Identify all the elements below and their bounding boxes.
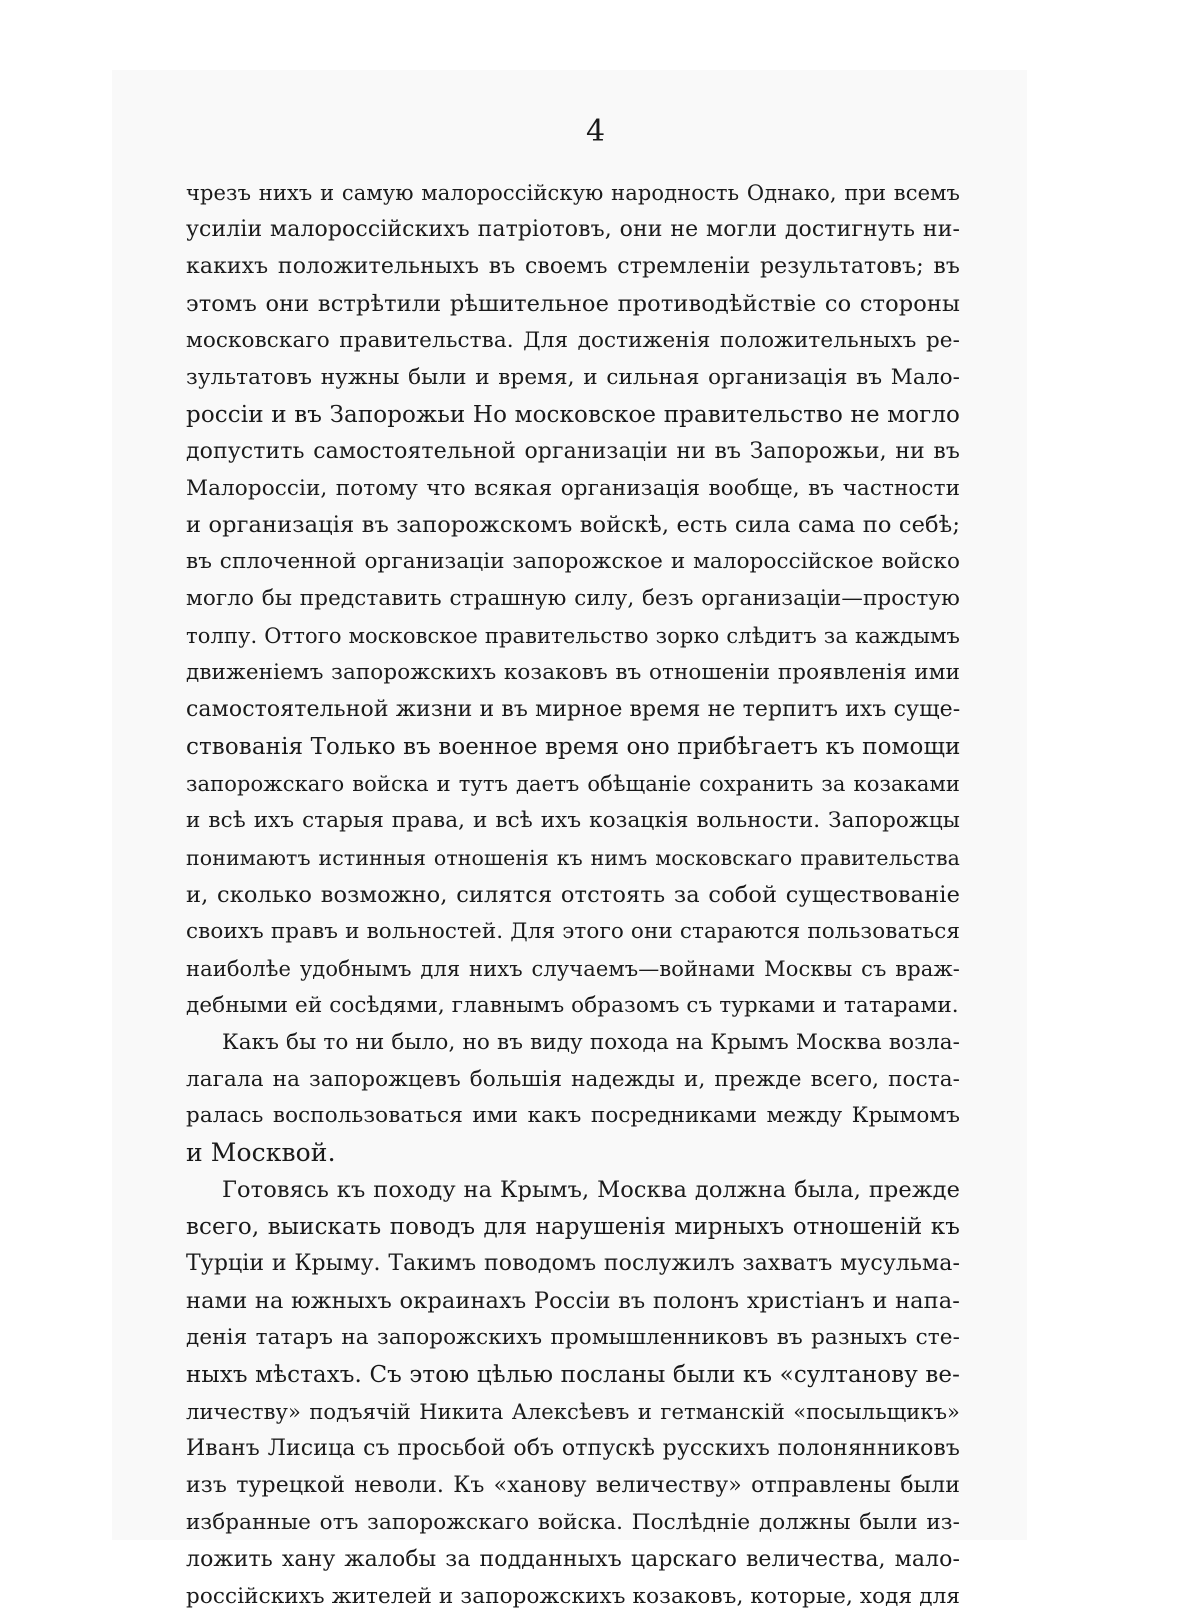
text-line: движеніемъ запорожскихъ козаковъ въ отношеніи проявленія ими [186,660,960,686]
text-line: Иванъ Лисица съ просьбой объ отпускѣ русскихъ полонянниковъ [186,1435,960,1461]
text-line: Малороссіи, потому что всякая организація вообще, въ частности [186,475,960,501]
text-line: всего, выискать поводъ для нарушенія мирныхъ отношеній къ [186,1214,960,1241]
text-line: самостоятельной жизни и въ мирное время не терпитъ ихъ суще- [186,697,961,723]
text-line: лагала на запорожцевъ большія надежды и, прежде всего, поста- [186,1066,960,1092]
text-line: Готовясь къ походу на Крымъ, Москва должна была, прежде [222,1177,960,1204]
text-line: и организація въ запорожскомъ войскѣ, есть сила сама по себѣ; [186,512,960,539]
text-line: Какъ бы то ни было, но въ виду похода на Крымъ Москва возла- [222,1029,960,1055]
text-line: своихъ правъ и вольностей. Для этого они стараются пользоваться [186,918,960,944]
text-line: дебными ей сосѣдями, главнымъ образомъ съ турками и татарами. [186,992,959,1018]
text-line: денія татаръ на запорожскихъ промышленниковъ въ разныхъ сте- [186,1325,960,1351]
text-line: нами на южныхъ окраинахъ Россіи въ полонъ христіанъ и напа- [186,1288,960,1315]
text-line: усиліи малороссійскихъ патріотовъ, они не могли достигнуть ни- [186,216,960,242]
text-line: какихъ положительныхъ въ своемъ стремленіи результатовъ; въ [186,253,960,279]
text-line: въ сплоченной организаціи запорожское и малороссійское войско [186,549,960,575]
text-line: россійскихъ жителей и запорожскихъ козаковъ, которые, ходя для [186,1583,960,1609]
text-line: и, сколько возможно, силятся отстоять за собой существованіе [186,881,960,908]
text-line: россіи и въ Запорожьи Но московское правительство не могло [186,401,960,428]
text-line: понимаютъ истинныя отношенія къ нимъ московскаго правительства [186,845,960,870]
text-line: запорожскаго войска и тутъ даетъ обѣщаніе сохранить за козаками [186,772,960,796]
text-line: московскаго правительства. Для достиженія положительныхъ ре- [186,327,960,353]
body-text [186,175,960,1616]
text-line: личеству» подъячій Никита Алексѣевъ и гетманскій «посыльщикъ» [186,1399,960,1424]
text-line: могло бы представить страшную силу, безъ организаціи—простую [186,586,960,612]
text-line: ныхъ мѣстахъ. Съ этою цѣлью посланы были къ «султанову ве- [186,1362,960,1388]
text-line: зультатовъ нужны были и время, и сильная организація въ Мало- [186,364,960,390]
text-line: и Москвой. [186,1138,336,1168]
text-line: этомъ они встрѣтили рѣшительное противодѣйствіе со стороны [186,290,960,317]
text-line: ствованія Только въ военное время оно прибѣгаетъ къ помощи [186,734,961,761]
text-line: Турціи и Крыму. Такимъ поводомъ послужилъ захватъ мусульма- [186,1251,960,1277]
text-line: ложить хану жалобы за подданныхъ царскаго величества, мало- [186,1546,960,1572]
text-line: избранные отъ запорожскаго войска. Послѣдніе должны были из- [186,1509,960,1535]
text-line: допустить самостоятельной организаціи ни въ Запорожьи, ни въ [186,438,960,464]
text-line: наиболѣе удобнымъ для нихъ случаемъ—войнами Москвы съ враж- [186,956,960,981]
text-line: изъ турецкой неволи. Къ «ханову величеству» отправлены были [186,1472,960,1498]
page-number: 4 [585,114,606,149]
text-line: толпу. Оттого московское правительство зорко слѣдитъ за каждымъ [186,624,960,649]
text-line: ралась воспользоваться ими какъ посредниками между Крымомъ [186,1103,960,1129]
text-line: чрезъ нихъ и самую малороссійскую народность Однако, при всемъ [186,181,960,205]
text-line: и всѣ ихъ старыя права, и всѣ ихъ козацкія вольности. Запорожцы [186,807,960,833]
